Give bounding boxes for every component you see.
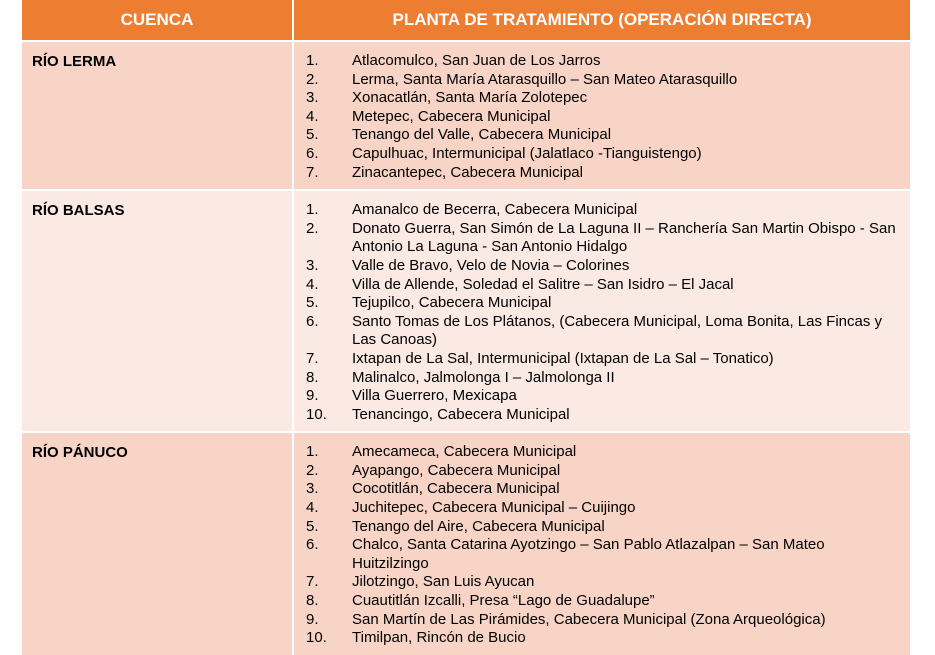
list-item — [294, 518, 902, 537]
item-text: Xonacatlán, Santa María Zolotepec — [352, 89, 588, 107]
item-number: 2. — [306, 219, 319, 237]
item-text: Amecameca, Cabecera Municipal — [352, 443, 577, 461]
item-number: 7. — [306, 573, 319, 591]
item-text: Santo Tomas de Los Plátanos, (Cabecera Municipal, Loma Bonita, Las Fincas y Las Canoas) — [352, 312, 883, 349]
item-text: Lerma, Santa María Atarasquillo – San Mateo Atarasquillo — [352, 70, 738, 88]
item-number: 4. — [306, 499, 319, 517]
item-number: 6. — [306, 536, 319, 554]
item-text: Jilotzingo, San Luis Ayucan — [352, 573, 535, 591]
item-text: Ayapango, Cabecera Municipal — [352, 461, 561, 479]
item-text: Tenango del Valle, Cabecera Municipal — [352, 126, 612, 144]
plant-list — [292, 433, 910, 655]
item-number: 6. — [306, 312, 319, 330]
list-item — [294, 443, 902, 462]
item-number: 5. — [306, 294, 319, 312]
item-text: Timilpan, Rincón de Bucio — [352, 629, 526, 647]
item-text: Zinacantepec, Cabecera Municipal — [352, 163, 583, 181]
list-item — [294, 294, 902, 313]
plant-list — [292, 191, 910, 431]
item-text: Valle de Bravo, Velo de Novia – Colorines — [352, 256, 630, 274]
plant-list — [292, 42, 910, 189]
list-item — [294, 369, 902, 388]
item-text: Amanalco de Becerra, Cabecera Municipal — [352, 201, 638, 219]
list-item — [294, 89, 902, 108]
item-number: 1. — [306, 201, 319, 219]
item-number: 9. — [306, 387, 319, 405]
item-number: 8. — [306, 592, 319, 610]
item-text: Villa de Allende, Soledad el Salitre – San Isidro – El Jacal — [352, 275, 734, 293]
list-item — [294, 108, 902, 127]
item-number: 7. — [306, 163, 319, 181]
item-number: 10. — [306, 629, 327, 647]
item-number: 2. — [306, 461, 319, 479]
item-number: 1. — [306, 52, 319, 69]
cuenca-name: RÍO BALSAS — [32, 202, 125, 220]
list-item — [294, 536, 902, 573]
list-item — [294, 629, 902, 648]
table-row — [22, 40, 910, 189]
item-text: Tejupilco, Cabecera Municipal — [352, 294, 552, 312]
item-number: 10. — [306, 405, 327, 423]
item-number: 3. — [306, 89, 319, 107]
list-item — [294, 145, 902, 164]
item-number: 3. — [306, 480, 319, 498]
list-item — [294, 350, 902, 369]
list-item — [294, 592, 902, 611]
item-number: 4. — [306, 275, 319, 293]
table-header — [22, 0, 910, 40]
item-text: Metepec, Cabecera Municipal — [352, 107, 551, 125]
item-number: 1. — [306, 443, 319, 461]
item-text: Atlacomulco, San Juan de Los Jarros — [352, 52, 601, 69]
list-item — [294, 164, 902, 183]
list-item — [294, 276, 902, 295]
item-text: Tenancingo, Cabecera Municipal — [352, 405, 570, 423]
item-number: 9. — [306, 610, 319, 628]
item-text: Cuautitlán Izcalli, Presa “Lago de Guadalupe” — [352, 592, 655, 610]
item-number: 2. — [306, 70, 319, 88]
item-text: Chalco, Santa Catarina Ayotzingo – San Pablo Atlazalpan – San Mateo Huitzilzingo — [352, 536, 825, 572]
list-item — [294, 406, 902, 425]
item-number: 5. — [306, 126, 319, 144]
list-item — [294, 573, 902, 592]
table-row — [22, 431, 910, 655]
item-text: Cocotitlán, Cabecera Municipal — [352, 480, 560, 498]
list-item — [294, 387, 902, 406]
item-number: 3. — [306, 256, 319, 274]
item-text: San Martín de Las Pirámides, Cabecera Municipal (Zona Arqueológica) — [352, 610, 826, 628]
list-item — [294, 52, 902, 71]
item-text: Malinalco, Jalmolonga I – Jalmolonga II — [352, 368, 615, 386]
list-item — [294, 480, 902, 499]
item-number: 7. — [306, 349, 319, 367]
item-number: 8. — [306, 368, 319, 386]
treatment-plants-table — [22, 0, 910, 655]
header-cuenca: CUENCA — [120, 10, 194, 29]
table-row — [22, 189, 910, 431]
cuenca-name: RÍO PÁNUCO — [32, 444, 128, 462]
list-item — [294, 126, 902, 145]
table-body — [22, 40, 910, 655]
item-number: 4. — [306, 107, 319, 125]
item-text: Capulhuac, Intermunicipal (Jalatlaco -Tianguistengo) — [352, 144, 702, 162]
list-item — [294, 201, 902, 220]
item-text: Juchitepec, Cabecera Municipal – Cuijingo — [352, 499, 636, 517]
item-text: Tenango del Aire, Cabecera Municipal — [352, 517, 605, 535]
item-text: Ixtapan de La Sal, Intermunicipal (Ixtapan de La Sal – Tonatico) — [352, 349, 774, 367]
item-text: Donato Guerra, San Simón de La Laguna II – Ranchería San Martin Obispo - San Antonio La Laguna - San Antonio Hidalgo — [352, 219, 896, 256]
list-item — [294, 462, 902, 481]
list-item — [294, 220, 902, 257]
item-number: 6. — [306, 144, 319, 162]
list-item — [294, 313, 902, 350]
list-item — [294, 499, 902, 518]
list-item — [294, 71, 902, 90]
cuenca-name: RÍO LERMA — [32, 53, 117, 70]
list-item — [294, 611, 902, 630]
item-number: 5. — [306, 517, 319, 535]
item-text: Villa Guerrero, Mexicapa — [352, 387, 517, 405]
header-planta: PLANTA DE TRATAMIENTO (OPERACIÓN DIRECTA) — [292, 0, 910, 40]
list-item — [294, 257, 902, 276]
